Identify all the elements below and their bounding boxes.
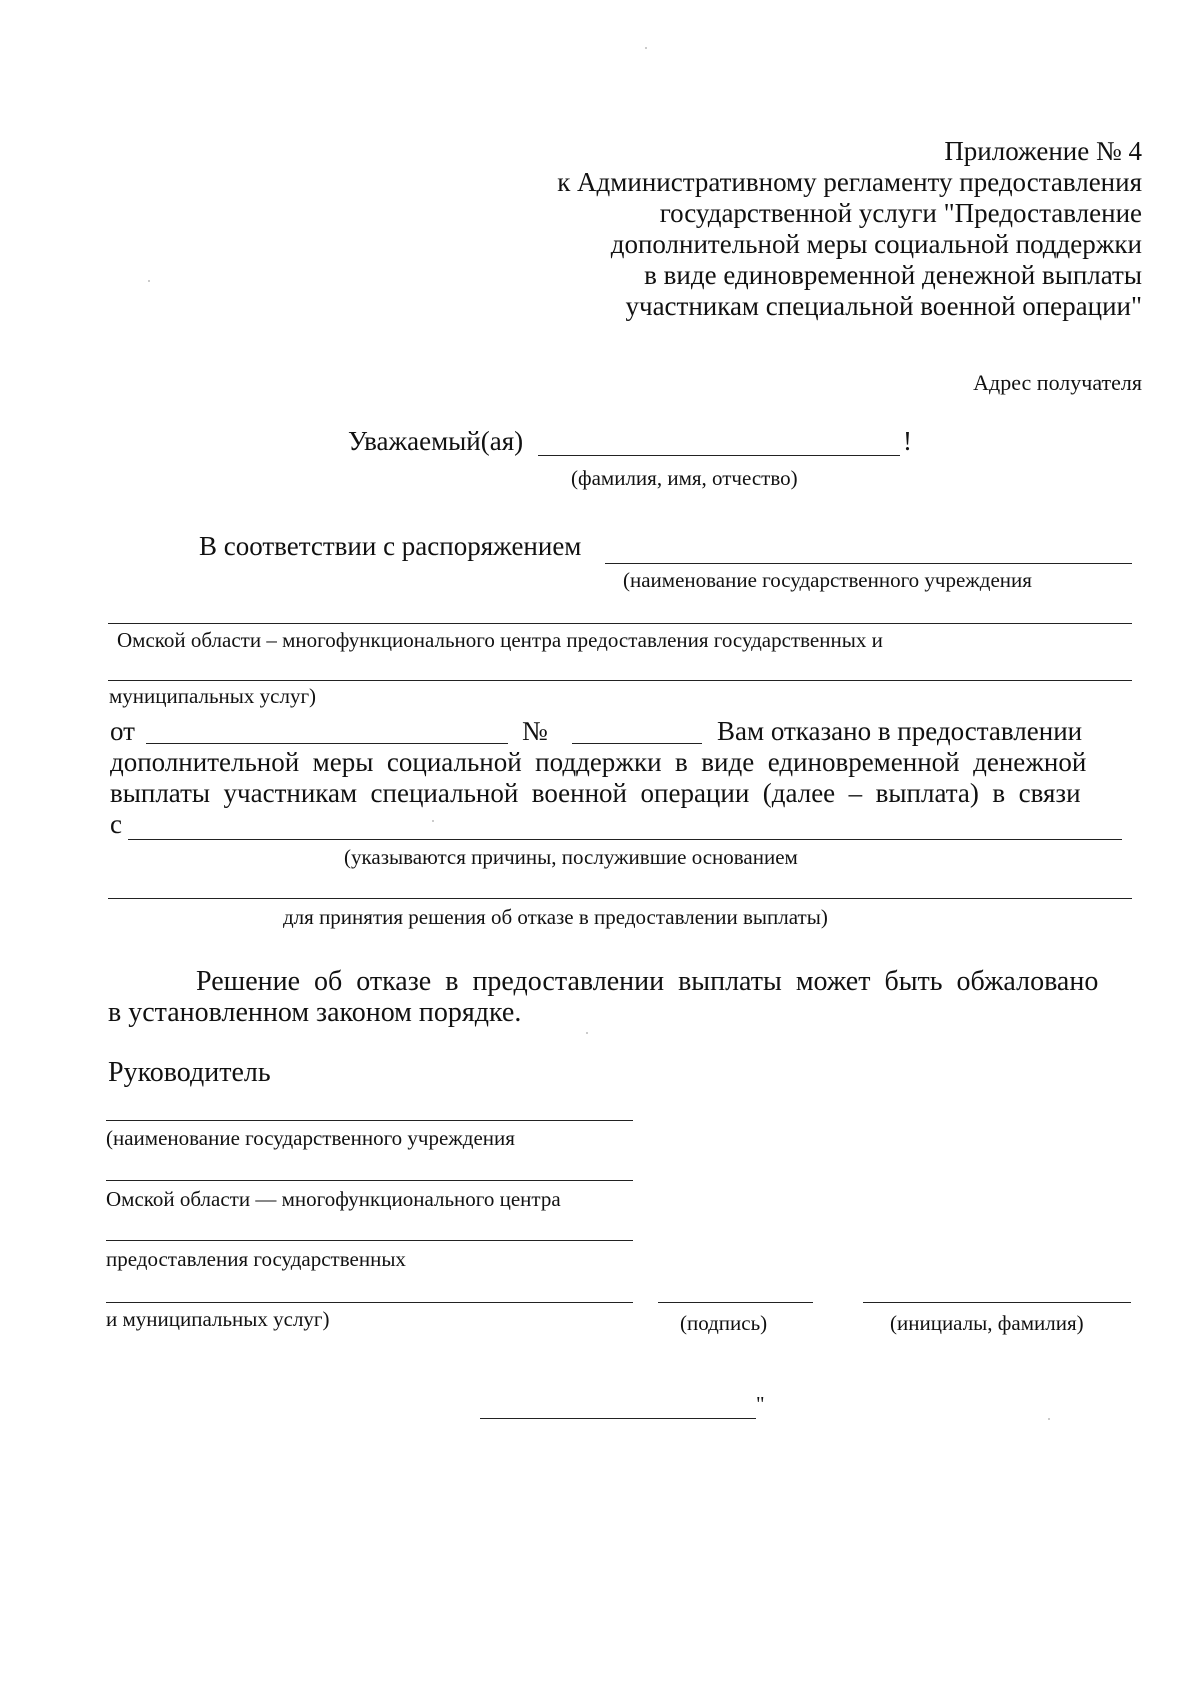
appeal-line-2: в установленном законом порядке. <box>108 997 522 1028</box>
header-line-4: дополнительной меры социальной поддержки <box>610 229 1142 259</box>
signature-caption: (подпись) <box>680 1311 768 1335</box>
reasons-field[interactable] <box>128 839 1122 840</box>
institution-caption-3: предоставления государственных <box>106 1247 406 1271</box>
signature-field[interactable] <box>658 1302 813 1303</box>
greeting-exclamation: ! <box>903 426 912 456</box>
appeal-line-1: Решение об отказе в предоставлении выплаты может быть обжаловано <box>196 966 1099 997</box>
order-date-field[interactable] <box>146 743 508 744</box>
institution-caption-4: и муниципальных услуг) <box>106 1307 330 1331</box>
scan-speck <box>432 820 434 822</box>
institution-field-line[interactable] <box>108 623 1132 624</box>
date-quote-mark: " <box>756 1392 765 1416</box>
scan-speck <box>586 1032 588 1034</box>
recipient-address: Адрес получателя <box>973 370 1142 395</box>
reasons-field-line-2[interactable] <box>108 898 1132 899</box>
full-name-caption: (фамилия, имя, отчество) <box>571 466 798 490</box>
paragraph-line-1: дополнительной меры социальной поддержки в виде единовременной денежной <box>110 747 1087 777</box>
header-line-6: участникам специальной военной операции" <box>625 291 1142 321</box>
reasons-caption: (указываются причины, послужившие основанием <box>344 845 798 869</box>
number-label: № <box>522 716 548 746</box>
refused-text: Вам отказано в предоставлении <box>717 716 1083 746</box>
with-label: с <box>110 809 122 839</box>
paragraph-line-2: выплаты участникам специальной военной операции (далее – выплата) в связи <box>110 778 1081 808</box>
head-label: Руководитель <box>108 1057 271 1088</box>
scan-speck <box>645 47 647 49</box>
reasons-caption-2: для принятия решения об отказе в предоставлении выплаты) <box>283 905 828 929</box>
date-field[interactable] <box>480 1418 756 1419</box>
greeting-label: Уважаемый(ая) <box>348 426 524 456</box>
order-number-field[interactable] <box>572 743 702 744</box>
institution-caption-2: Омской области — многофункционального центра <box>106 1187 561 1211</box>
order-field[interactable] <box>605 563 1132 564</box>
institution-name-field-3[interactable] <box>106 1240 633 1241</box>
institution-name-field-1[interactable] <box>106 1120 633 1121</box>
full-name-field[interactable] <box>538 455 900 456</box>
institution-caption-line2: Омской области – многофункционального центра предоставления государственных и <box>117 628 883 652</box>
institution-caption: (наименование государственного учреждения <box>623 568 1032 592</box>
institution-name-field-2[interactable] <box>106 1180 633 1181</box>
institution-field-line-2[interactable] <box>108 680 1132 681</box>
header-line-3: государственной услуги "Предоставление <box>659 198 1142 228</box>
header-line-5: в виде единовременной денежной выплаты <box>644 260 1142 290</box>
initials-field[interactable] <box>863 1302 1131 1303</box>
scan-speck <box>148 280 150 282</box>
appendix-number: Приложение № 4 <box>944 136 1142 166</box>
institution-caption-line3: муниципальных услуг) <box>109 684 317 708</box>
scan-speck <box>1048 1418 1050 1420</box>
initials-caption: (инициалы, фамилия) <box>890 1311 1084 1335</box>
header-line-2: к Административному регламенту предоставления <box>557 167 1142 197</box>
from-label: от <box>110 716 135 746</box>
order-intro: В соответствии с распоряжением <box>199 531 582 561</box>
institution-name-field-4[interactable] <box>106 1302 633 1303</box>
institution-caption-1: (наименование государственного учреждения <box>106 1126 515 1150</box>
